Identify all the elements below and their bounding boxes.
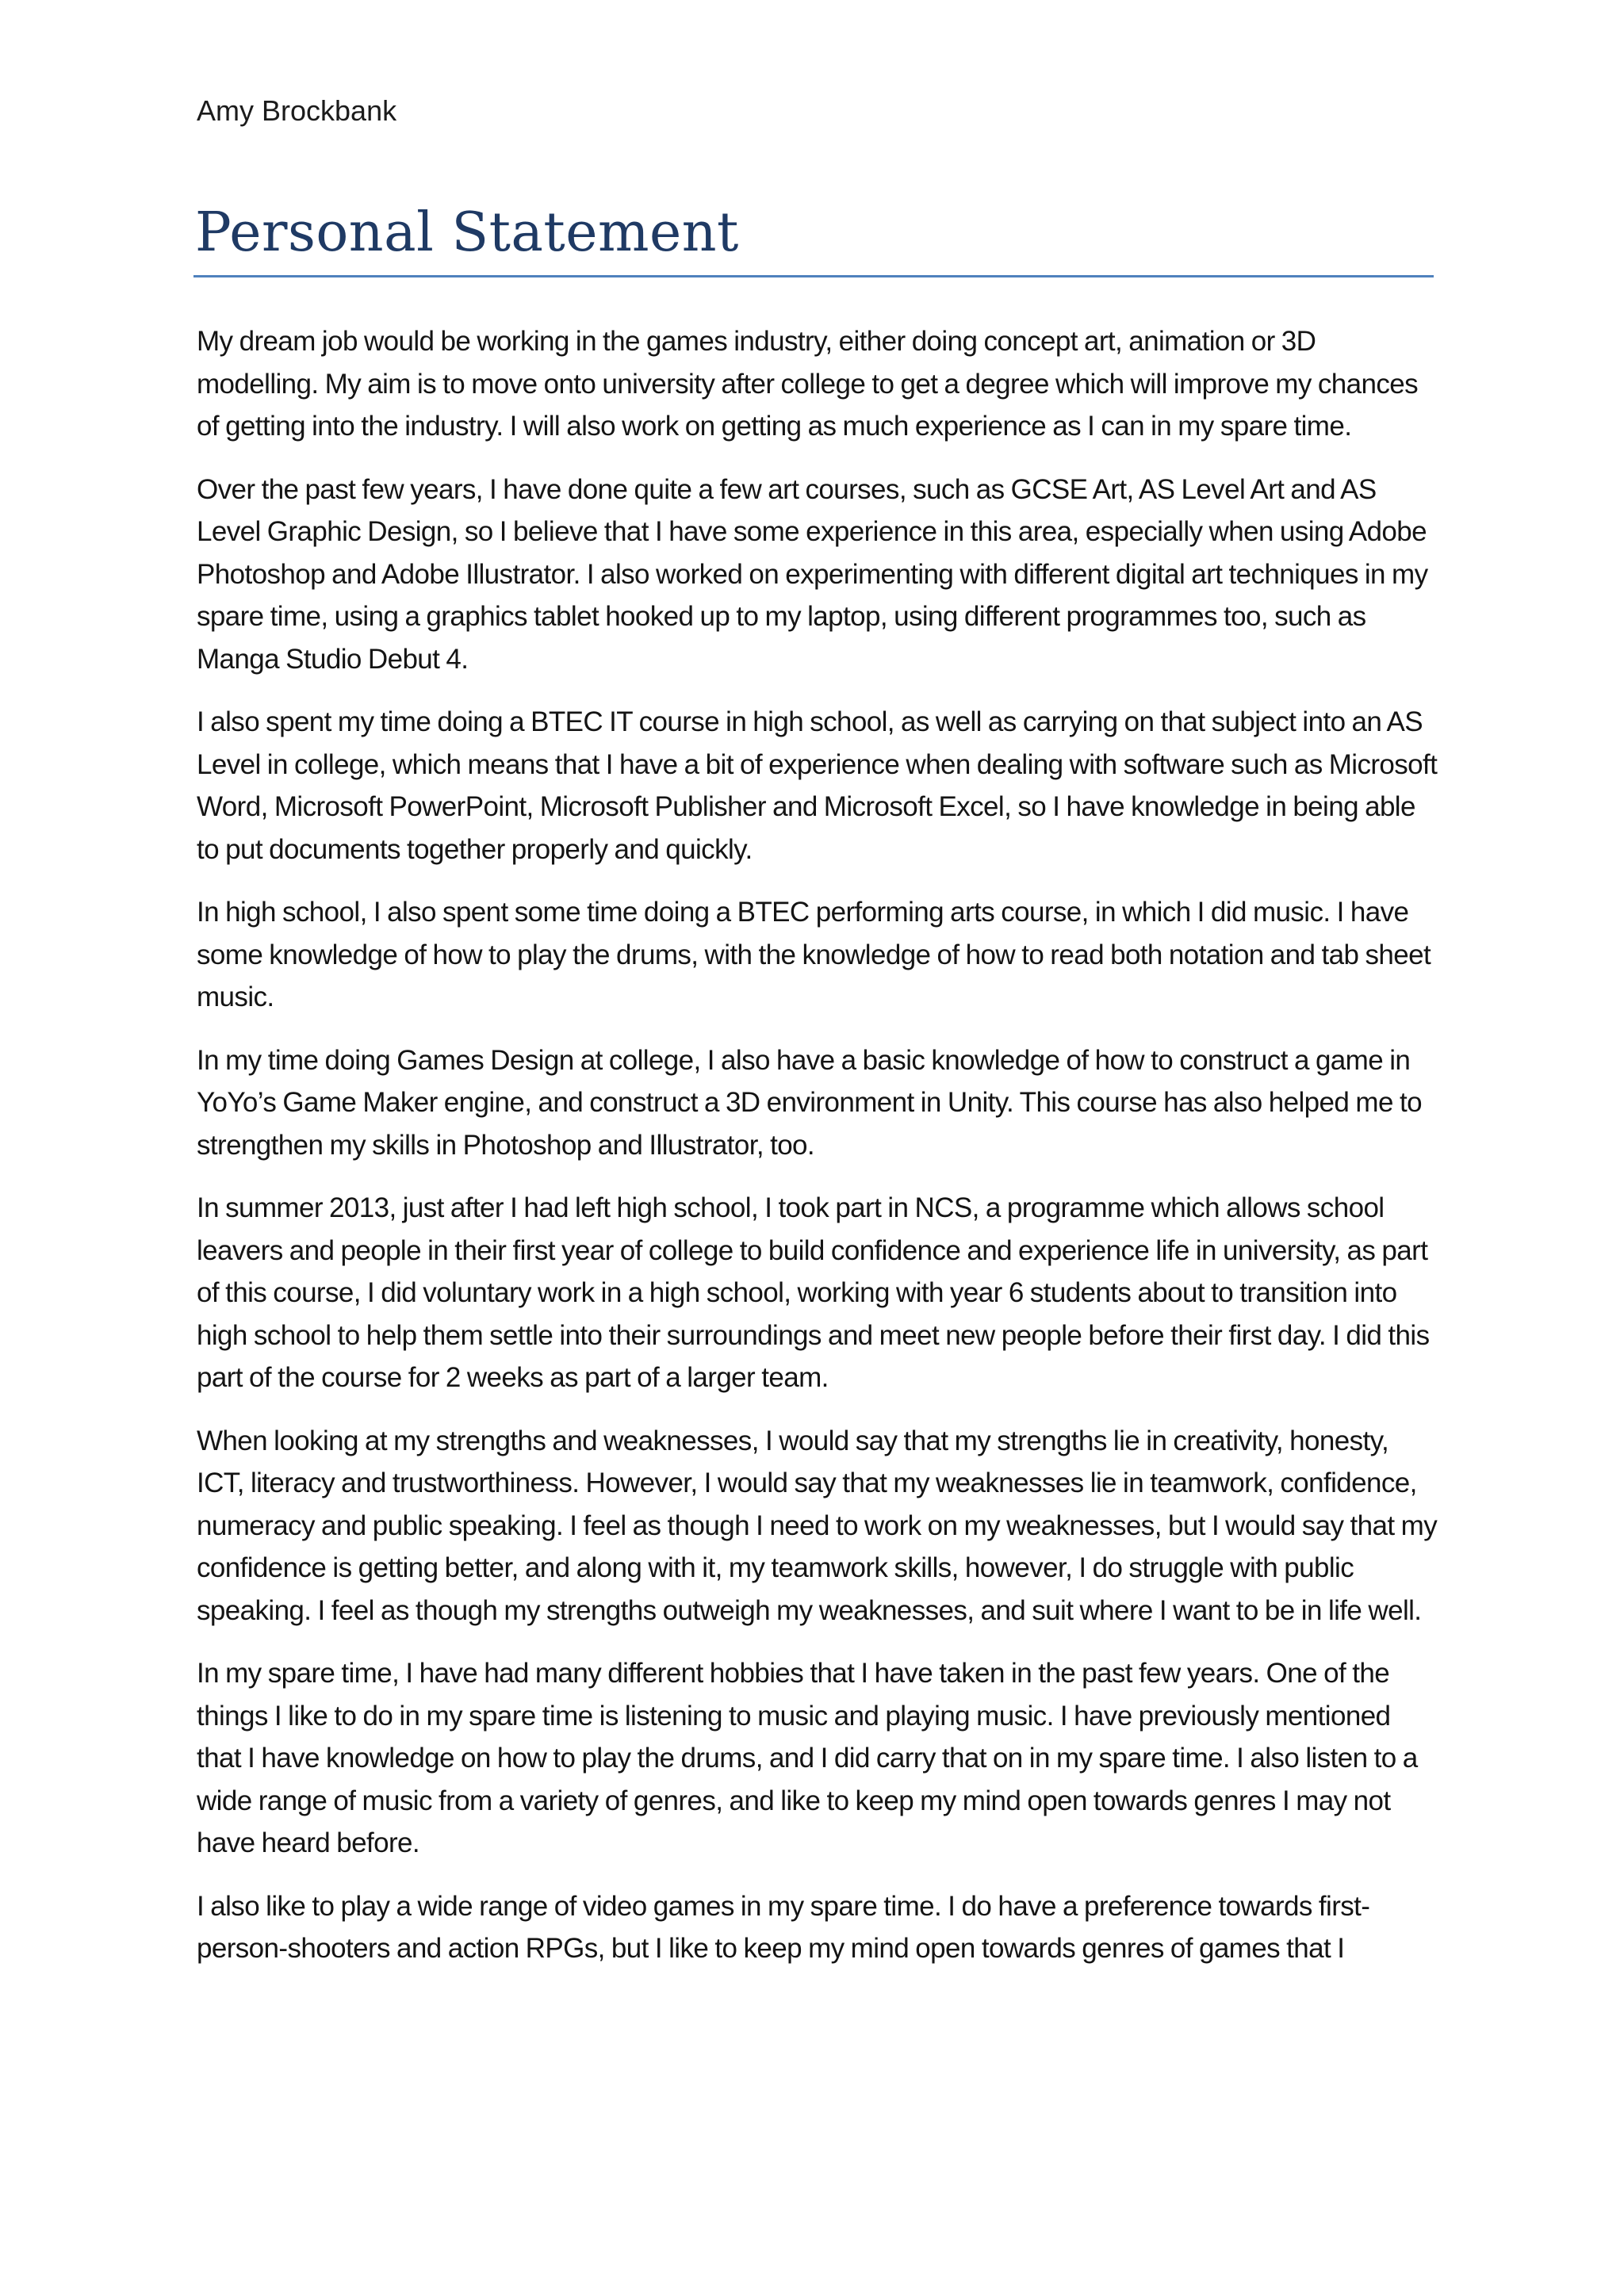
page-title: Personal Statement bbox=[195, 201, 739, 264]
author-name: Amy Brockbank bbox=[197, 94, 397, 127]
paragraph-art-courses: Over the past few years, I have done quite a few art courses, such as GCSE Art, AS Level Art and AS Level Graphic Design, so I believe that I have some experience in this area, especially when using Adobe Photoshop and Adobe Illustrator. I also worked on experimenting with different digital art techniques in my spare time, using a graphics tablet hooked up to my laptop, using different programmes too, such as Manga Studio Debut 4. bbox=[197, 473, 1428, 675]
paragraph-ncs: In summer 2013, just after I had left high school, I took part in NCS, a programme which allows school leavers and people in their first year of college to build confidence and experience life in university, as part of this course, I did voluntary work in a high school, working with year 6 students about to transition into high school to help them settle into their surroundings and meet new people before their first day. I did this part of the course for 2 weeks as part of a larger team. bbox=[197, 1192, 1430, 1393]
paragraph-it-experience: I also spent my time doing a BTEC IT course in high school, as well as carrying on that subject into an AS Level in college, which means that I have a bit of experience when dealing with software such as Microsoft Word, Microsoft PowerPoint, Microsoft Publisher and Microsoft Excel, so I have knowledge in being able to put documents together properly and quickly. bbox=[197, 706, 1438, 865]
paragraph-music: In high school, I also spent some time doing a BTEC performing arts course, in which I did music. I have some knowledge of how to play the drums, with the knowledge of how to read both notation and tab sheet music. bbox=[197, 897, 1431, 1012]
paragraph-strengths-weaknesses: When looking at my strengths and weaknesses, I would say that my strengths lie in creativity, honesty, ICT, literacy and trustworthiness. However, I would say that my weaknesses lie in teamwork, confidence, numeracy and public speaking. I feel as though I need to work on my weaknesses, but I would say that my confidence is getting better, and along with it, my teamwork skills, however, I do struggle with public speaking. I feel as though my strengths outweigh my weaknesses, and suit where I want to be in life well. bbox=[197, 1425, 1438, 1626]
paragraph-hobbies-games: I also like to play a wide range of video games in my spare time. I do have a preference towards first-person-shooters and action RPGs, but I like to keep my mind open towards genres of games that I bbox=[197, 1890, 1370, 1964]
statement-body bbox=[197, 320, 1438, 1991]
paragraph-games-design: In my time doing Games Design at college, I also have a basic knowledge of how to construct a game in YoYo’s Game Maker engine, and construct a 3D environment in Unity. This course has also helped me to strengthen my skills in Photoshop and Illustrator, too. bbox=[197, 1044, 1422, 1161]
title-underline bbox=[193, 275, 1434, 277]
paragraph-career-aim: My dream job would be working in the games industry, either doing concept art, animation or 3D modelling. My aim is to move onto university after college to get a degree which will improve my chances of getting into the industry. I will also work on getting as much experience as I can in my spare time. bbox=[197, 326, 1419, 442]
paragraph-hobbies-music: In my spare time, I have had many different hobbies that I have taken in the past few years. One of the things I like to do in my spare time is listening to music and playing music. I have previously mentioned that I have knowledge on how to play the drums, and I did carry that on in my spare time. I also listen to a wide range of music from a variety of genres, and like to keep my mind open towards genres I may not have heard before. bbox=[197, 1658, 1418, 1858]
